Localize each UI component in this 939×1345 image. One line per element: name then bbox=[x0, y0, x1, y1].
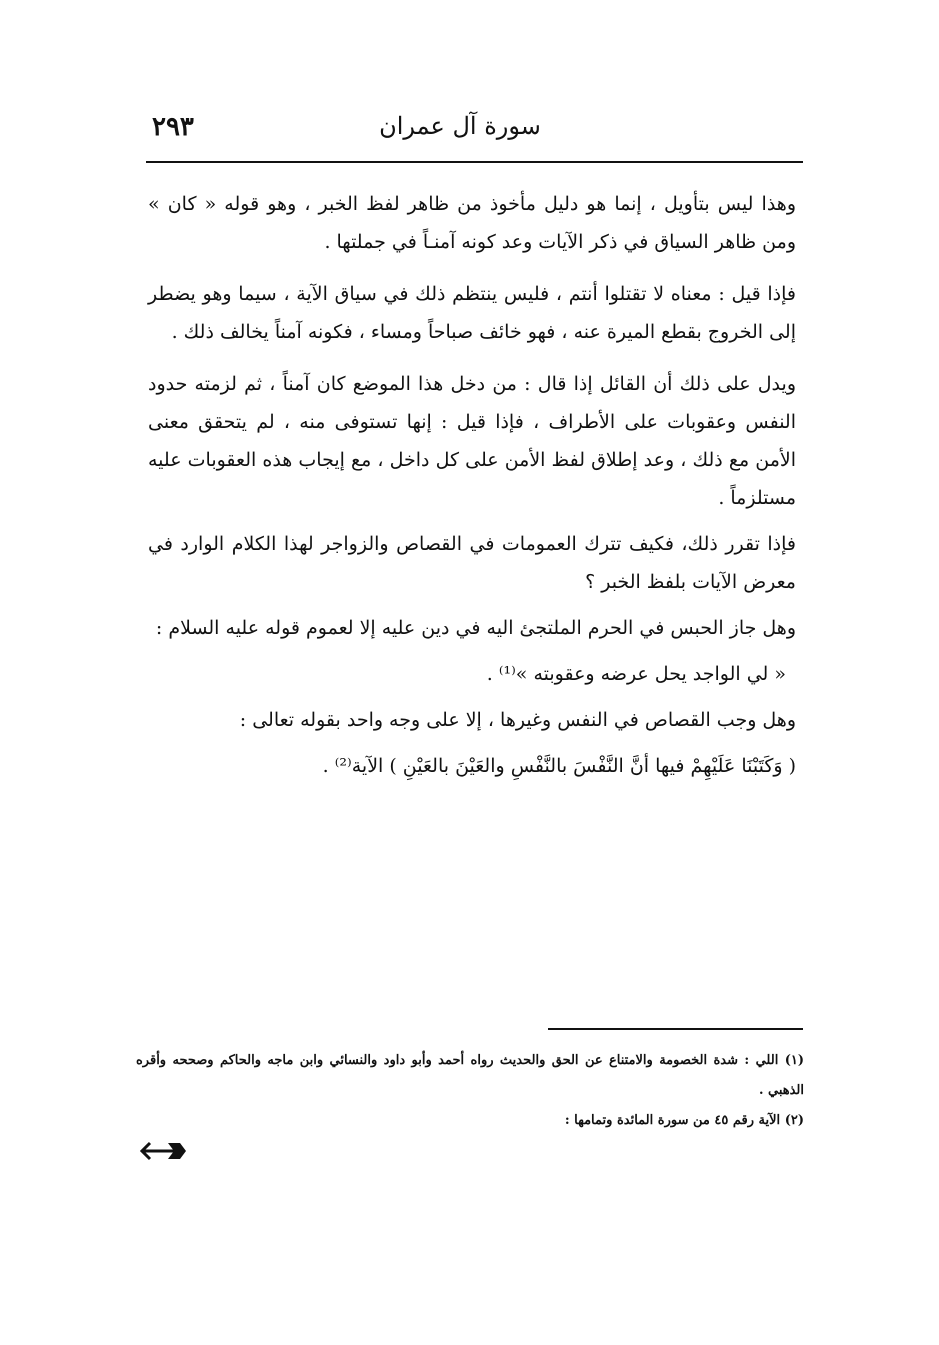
footnote-2: (٢) الآية رقم ٤٥ من سورة المائدة وتمامها : bbox=[564, 1113, 804, 1128]
header-rule bbox=[146, 161, 803, 163]
paragraph-5: وهل جاز الحبس في الحرم الملتجئ اليه في دين عليه إلا لعموم قوله عليه السلام : bbox=[155, 617, 796, 639]
paragraph-6: وهل وجب القصاص في النفس وغيرها ، إلا على وجه واحد بقوله تعالى : bbox=[239, 709, 796, 731]
paragraph-4: فإذا تقرر ذلك، فكيف تترك العمومات في القصاص والزواجر لهذا الكلام الوارد في معرض الآيات بلفظ الخبر ؟ bbox=[148, 533, 796, 593]
running-title: سورة آل عمران bbox=[379, 112, 541, 140]
page-number: ٢٩٣ bbox=[152, 112, 194, 142]
footnotes bbox=[136, 1046, 804, 1136]
quran-verse: ( وَكَتَبْنَا عَلَيْهِمْ فيها أنَّ النَّفْسَ بالنَّفْسِ والعَيْنَ بالعَيْنِ ) الآية⁽²⁾ . bbox=[322, 755, 796, 777]
body-text bbox=[148, 185, 796, 785]
paragraph-2: فإذا قيل : معناه لا تقتلوا أنتم ، فليس ينتظم ذلك في سياق الآية ، سيما وهو يضطر إلى الخروج بقطع الميرة عنه ، فهو خائف صباحاً ومساء ، فكونه آمناً يخالف ذلك . bbox=[148, 283, 796, 343]
paragraph-3: ويدل على ذلك أن القائل إذا قال : من دخل هذا الموضع كان آمناً ، ثم لزمته حدود النفس وعقوبات على الأطراف ، فإذا قيل : إنها تستوفى منه ، لم يتحقق معنى الأمن مع ذلك ، وعد إطلاق لفظ الأمن على كل داخل ، مع إيجاب هذه العقوبات عليه مستلزماً . bbox=[148, 373, 796, 509]
footnote-1: (١) اللي : شدة الخصومة والامتناع عن الحق والحديث رواه أحمد وأبو داود والنسائي وابن ماجه والحاكم وصححه وأقره الذهبي . bbox=[136, 1053, 804, 1098]
continuation-arrow-icon bbox=[140, 1139, 188, 1163]
footnote-rule bbox=[548, 1028, 803, 1030]
hadith-quote: « لي الواجد يحل عرضه وعقوبته »⁽¹⁾ . bbox=[486, 663, 786, 685]
paragraph-1: وهذا ليس بتأويل ، إنما هو دليل مأخوذ من ظاهر لفظ الخبر ، وهو قوله « كان » ومن ظاهر السياق في ذكر الآيات وعد كونه آمنـاً في جملتها . bbox=[148, 193, 796, 253]
